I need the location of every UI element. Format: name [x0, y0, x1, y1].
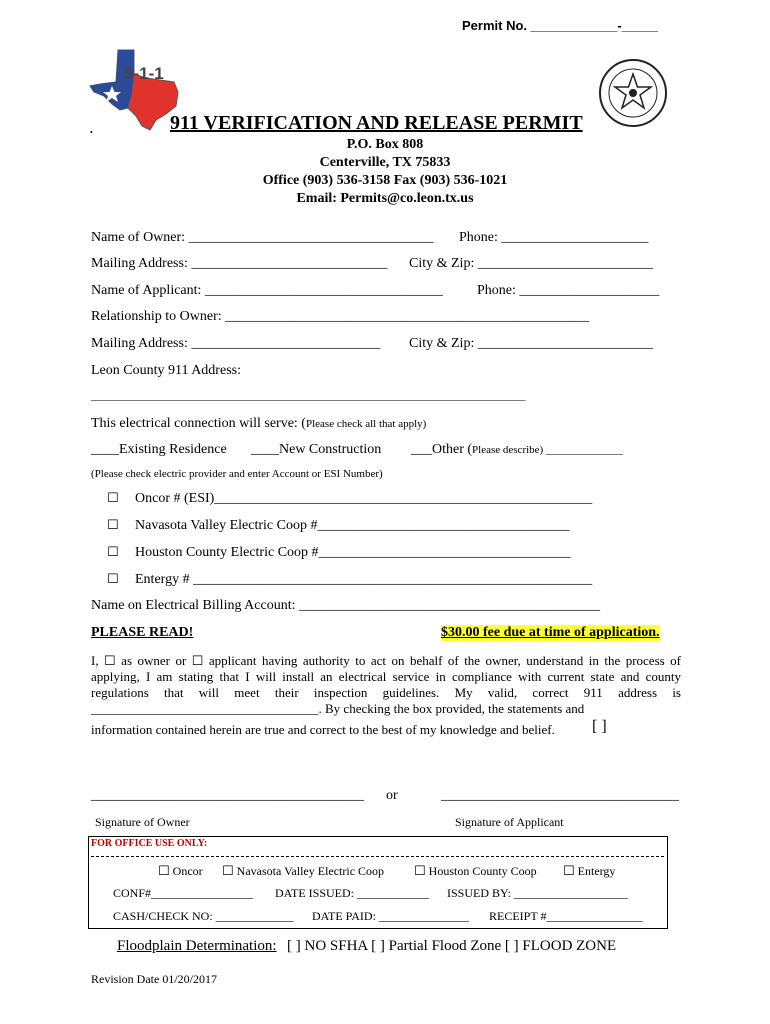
entergy-checkbox[interactable]: ☐: [107, 572, 119, 587]
applicant-phone-field[interactable]: Phone: ____________________: [477, 283, 660, 298]
page-title: 911 VERIFICATION AND RELEASE PERMIT: [170, 112, 583, 134]
service-prompt: [91, 416, 426, 432]
applicant-signature-label: Signature of Applicant: [455, 815, 564, 829]
address-line-4: Email: Permits@co.leon.tx.us: [296, 191, 474, 206]
date-issued-field[interactable]: DATE ISSUED: ____________: [275, 886, 430, 900]
revision-date: Revision Date 01/20/2017: [91, 972, 217, 986]
office-oncor-label: Oncor: [172, 864, 203, 878]
billing-name-field[interactable]: Name on Electrical Billing Account: ___________________________________________: [91, 598, 600, 613]
oncor-checkbox[interactable]: ☐: [107, 491, 119, 506]
service-prompt-small: Please check all that apply): [305, 418, 427, 430]
navasota-field[interactable]: Navasota Valley Electric Coop #____________________________________: [135, 518, 570, 533]
conf-number-field[interactable]: CONF#_________________: [113, 886, 254, 900]
owner-phone-field[interactable]: Phone: _____________________: [459, 230, 649, 245]
county-seal-icon: [598, 58, 668, 128]
owner-signature-line[interactable]: _______________________________________: [91, 788, 364, 803]
office-entergy-label: Entergy: [577, 864, 616, 878]
owner-name-field[interactable]: Name of Owner: ___________________________________: [91, 230, 434, 245]
office-navasota-checkbox[interactable]: ☐: [222, 864, 234, 879]
new-construction-option[interactable]: ____New Construction: [251, 442, 382, 457]
title-marker: •: [90, 128, 93, 137]
houston-county-field[interactable]: Houston County Electric Coop #____________________________________: [135, 545, 571, 560]
office-navasota-label: Navasota Valley Electric Coop: [236, 864, 385, 878]
receipt-field[interactable]: RECEIPT #________________: [489, 909, 643, 923]
certification-last-line: information contained herein are true and correct to the best of my knowledge and belief.: [91, 722, 555, 737]
office-houston-checkbox[interactable]: ☐: [414, 864, 426, 879]
office-entergy-checkbox[interactable]: ☐: [563, 864, 575, 879]
office-oncor-checkbox[interactable]: ☐: [158, 864, 170, 879]
floodplain-options[interactable]: [ ] NO SFHA [ ] Partial Flood Zone [ ] FLOOD ZONE: [287, 938, 617, 954]
office-houston-option[interactable]: [414, 864, 537, 879]
floodplain-label: Floodplain Determination:: [117, 938, 277, 954]
owner-signature-label: Signature of Owner: [95, 815, 190, 829]
relationship-field[interactable]: Relationship to Owner: ____________________________________________________: [91, 309, 590, 324]
address-line-1: P.O. Box 808: [346, 137, 424, 152]
office-houston-label: Houston County Coop: [428, 864, 537, 878]
acknowledge-checkbox[interactable]: [ ]: [592, 718, 607, 735]
navasota-checkbox[interactable]: ☐: [107, 518, 119, 533]
other-describe: Please describe) ______________: [472, 444, 623, 456]
please-read-heading: PLEASE READ!: [91, 625, 194, 640]
applicant-mailing-field[interactable]: Mailing Address: ___________________________: [91, 336, 381, 351]
cash-check-field[interactable]: CASH/CHECK NO: _____________: [113, 909, 294, 923]
or-separator: or: [386, 788, 398, 803]
permit-number: Permit No. ____________-_____: [462, 18, 658, 33]
owner-city-zip-field[interactable]: City & Zip: _________________________: [409, 256, 653, 271]
houston-county-checkbox[interactable]: ☐: [107, 545, 119, 560]
applicant-signature-line[interactable]: __________________________________: [441, 788, 679, 803]
certification-paragraph: I, ☐ as owner or ☐ applicant having authority to act on behalf of the owner, understand in the process of applying, I am stating that I will install an electrical service in compliance with current state and county regulations that will meet their inspection guidelines. My valid, correct 911 address is ___________________________________. By checking the box provided, the statements and: [91, 653, 681, 716]
office-oncor-option[interactable]: [158, 864, 203, 879]
other-option[interactable]: [411, 442, 623, 458]
other-label: ___Other (: [411, 442, 473, 457]
entergy-field[interactable]: Entergy # _________________________________________________________: [135, 572, 593, 587]
applicant-name-field[interactable]: Name of Applicant: __________________________________: [91, 283, 443, 298]
office-divider: [91, 856, 664, 857]
issued-by-field[interactable]: ISSUED BY: ___________________: [447, 886, 628, 900]
date-paid-field[interactable]: DATE PAID: _______________: [312, 909, 469, 923]
county-address-label: Leon County 911 Address:: [91, 363, 241, 378]
office-use-heading: FOR OFFICE USE ONLY:: [91, 838, 208, 849]
owner-mailing-field[interactable]: Mailing Address: ____________________________: [91, 256, 388, 271]
applicant-city-zip-field[interactable]: City & Zip: _________________________: [409, 336, 653, 351]
office-entergy-option[interactable]: [563, 864, 615, 879]
county-address-field[interactable]: _______________________________________________________________________________: [91, 390, 526, 402]
address-line-3: Office (903) 536-3158 Fax (903) 536-1021: [262, 173, 508, 188]
address-line-2: Centerville, TX 75833: [319, 155, 451, 170]
fee-notice: $30.00 fee due at time of application.: [441, 625, 660, 640]
existing-residence-option[interactable]: ____Existing Residence: [91, 442, 227, 457]
oncor-field[interactable]: Oncor # (ESI)______________________________________________________: [135, 491, 593, 506]
office-navasota-option[interactable]: [222, 864, 384, 879]
logo-text: 9-1-1: [124, 64, 164, 83]
service-prompt-text: This electrical connection will serve: (: [91, 416, 306, 431]
provider-note: (Please check electric provider and enter Account or ESI Number): [91, 468, 383, 480]
